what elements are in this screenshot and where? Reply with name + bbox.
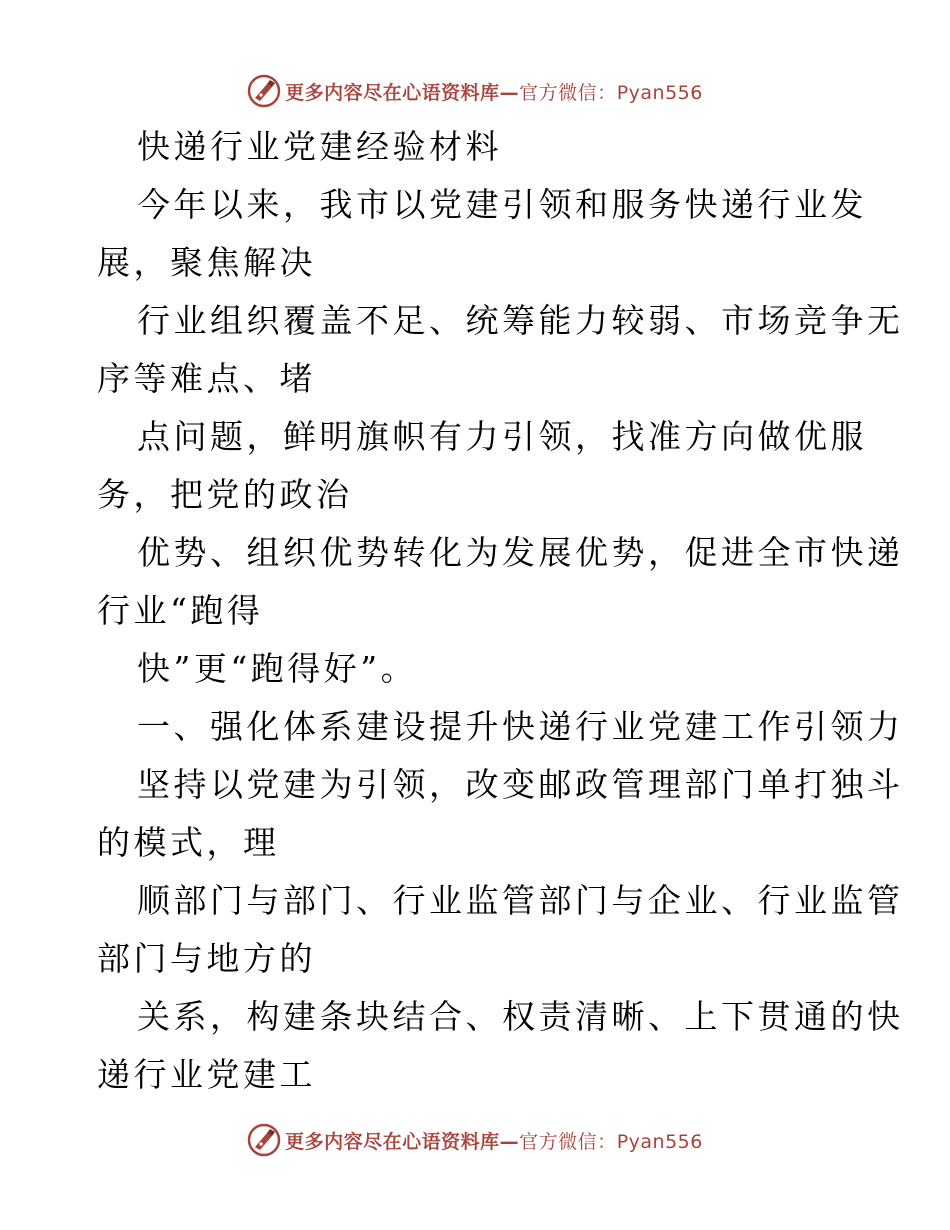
banner-dash: — xyxy=(499,81,520,104)
banner-title: 更多内容尽在心语资料库 xyxy=(285,81,500,104)
banner-dash: — xyxy=(499,1130,520,1153)
banner-title: 更多内容尽在心语资料库 xyxy=(285,1130,500,1153)
banner-wechat-label: 官方微信： xyxy=(519,1130,617,1153)
document-body xyxy=(97,118,904,1104)
banner-wechat-id: Pyan556 xyxy=(616,81,703,104)
header-banner-text xyxy=(285,78,703,105)
paragraph-line: 顺部门与部门、行业监管部门与企业、行业监管 xyxy=(137,881,904,920)
paragraph-line: 坚持以党建为引领，改变邮政管理部门单打独斗 xyxy=(137,765,904,804)
pen-nib-logo-icon xyxy=(247,1123,281,1157)
paragraph-line: 点问题，鲜明旗帜有力引领，找准方向做优服 xyxy=(137,417,867,456)
paragraph-line: 的模式，理 xyxy=(97,823,280,862)
paragraph-line: 递行业党建工 xyxy=(97,1055,316,1094)
paragraph-line: 序等难点、堵 xyxy=(97,359,316,398)
section-heading: 一、强化体系建设提升快递行业党建工作引领力 xyxy=(137,707,904,746)
footer-banner-text xyxy=(285,1127,703,1154)
paragraph-line: 部门与地方的 xyxy=(97,939,316,978)
paragraph-line: 优势、组织优势转化为发展优势，促进全市快递 xyxy=(137,533,904,572)
paragraph-line: 行业组织覆盖不足、统筹能力较弱、市场竞争无 xyxy=(137,301,904,340)
banner-wechat-label: 官方微信： xyxy=(519,81,617,104)
header-banner xyxy=(0,73,950,109)
pen-nib-logo-icon xyxy=(247,74,281,108)
paragraph-line: 快”更“跑得好”。 xyxy=(137,649,418,688)
paragraph-line: 行业“跑得 xyxy=(97,591,264,630)
paragraph-line: 关系，构建条块结合、权责清晰、上下贯通的快 xyxy=(137,997,904,1036)
paragraph-line: 今年以来，我市以党建引领和服务快递行业发 xyxy=(137,185,867,224)
banner-wechat-id: Pyan556 xyxy=(616,1130,703,1153)
document-title: 快递行业党建经验材料 xyxy=(137,127,502,166)
paragraph-line: 务，把党的政治 xyxy=(97,475,353,514)
footer-banner xyxy=(0,1122,950,1158)
paragraph-line: 展，聚焦解决 xyxy=(97,243,316,282)
